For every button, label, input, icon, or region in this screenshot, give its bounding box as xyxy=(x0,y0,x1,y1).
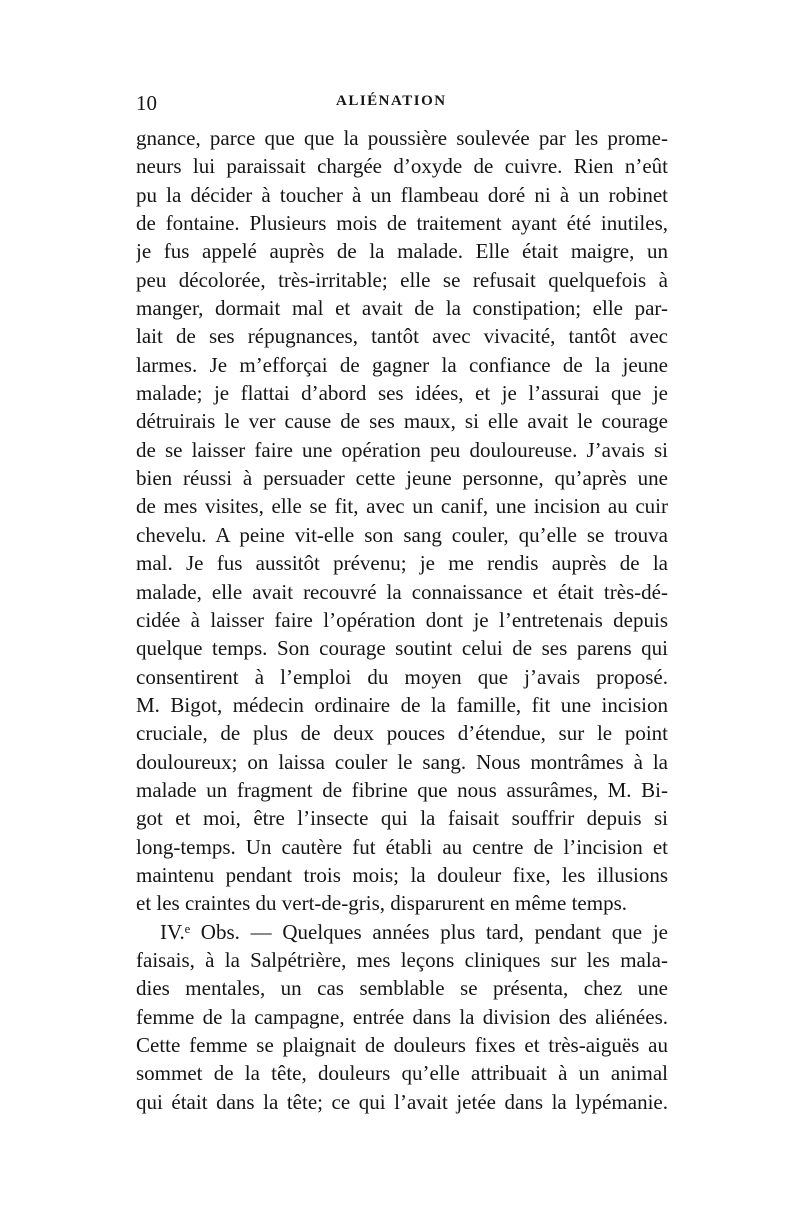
text-line: lait de ses répugnances, tantôt avec vivacité, tantôt avec xyxy=(136,324,668,349)
text-line: malade, elle avait recouvré la connaissance et était très-dé- xyxy=(136,579,668,604)
text-line: de se laisser faire une opération peu douloureuse. J’avais si xyxy=(136,437,668,462)
text-line: de fontaine. Plusieurs mois de traitement ayant été inutiles, xyxy=(136,211,668,236)
text-line: malade; je flattai d’abord ses idées, et je l’assurai que je xyxy=(136,381,668,406)
text-line: bien réussi à persuader cette jeune personne, qu’après une xyxy=(136,466,668,491)
text-line: manger, dormait mal et avait de la constipation; elle par- xyxy=(136,296,668,321)
text-line: mal. Je fus aussitôt prévenu; je me rendis auprès de la xyxy=(136,551,668,576)
text-line: malade un fragment de fibrine que nous assurâmes, M. Bi- xyxy=(136,777,668,802)
text-line: chevelu. A peine vit-elle son sang couler, qu’elle se trouva xyxy=(136,522,668,547)
text-line: consentirent à l’emploi du moyen que j’avais proposé. xyxy=(136,664,668,689)
text-line: peu décolorée, très-irritable; elle se refusait quelquefois à xyxy=(136,267,668,292)
text-line: cruciale, de plus de deux pouces d’étendue, sur le point xyxy=(136,721,668,746)
page-header xyxy=(136,91,666,119)
text-line: quelque temps. Son courage soutint celui de ses parens qui xyxy=(136,636,668,661)
text-line: sommet de la tête, douleurs qu’elle attribuait à un animal xyxy=(136,1061,668,1086)
text-line: de mes visites, elle se fit, avec un canif, une incision au cuir xyxy=(136,494,668,519)
text-line: Cette femme se plaignait de douleurs fixes et très-aiguës au xyxy=(136,1033,668,1057)
text-line: long-temps. Un cautère fut établi au centre de l’incision et xyxy=(136,834,668,859)
text-line: je fus appelé auprès de la malade. Elle était maigre, un xyxy=(136,239,668,264)
text-line: qui était dans la tête; ce qui l’avait jetée dans la lypémanie. xyxy=(136,1089,668,1114)
text-line: gnance, parce que que la poussière soulevée par les prome- xyxy=(136,126,668,150)
text-line: IV.ᵉ Obs. — Quelques années plus tard, pendant que je xyxy=(160,919,668,944)
text-line: pu la décider à toucher à un flambeau doré ni à un robinet xyxy=(136,182,668,207)
running-head: ALIÉNATION xyxy=(336,93,447,109)
text-line: M. Bigot, médecin ordinaire de la famille, fit une incision xyxy=(136,692,668,717)
page-number: 10 xyxy=(136,91,157,115)
text-line: maintenu pendant trois mois; la douleur fixe, les illusions xyxy=(136,862,668,887)
text-line: neurs lui paraissait chargée d’oxyde de cuivre. Rien n’eût xyxy=(136,154,668,179)
text-line: larmes. Je m’efforçai de gagner la confiance de la jeune xyxy=(136,352,668,377)
text-line: et les craintes du vert-de-gris, disparurent en même temps. xyxy=(136,891,627,916)
text-line: détruirais le ver cause de ses maux, si elle avait le courage xyxy=(136,409,668,434)
text-line: femme de la campagne, entrée dans la division des aliénées. xyxy=(136,1004,668,1029)
text-line: dies mentales, un cas semblable se présenta, chez une xyxy=(136,976,668,1001)
text-line: faisais, à la Salpétrière, mes leçons cliniques sur les mala- xyxy=(136,947,668,972)
text-line: douloureux; on laissa couler le sang. Nous montrâmes à la xyxy=(136,749,668,774)
text-line: cidée à laisser faire l’opération dont je l’entretenais depuis xyxy=(136,607,668,632)
text-line: got et moi, être l’insecte qui la faisait souffrir depuis si xyxy=(136,806,668,831)
body-text xyxy=(136,124,668,1116)
